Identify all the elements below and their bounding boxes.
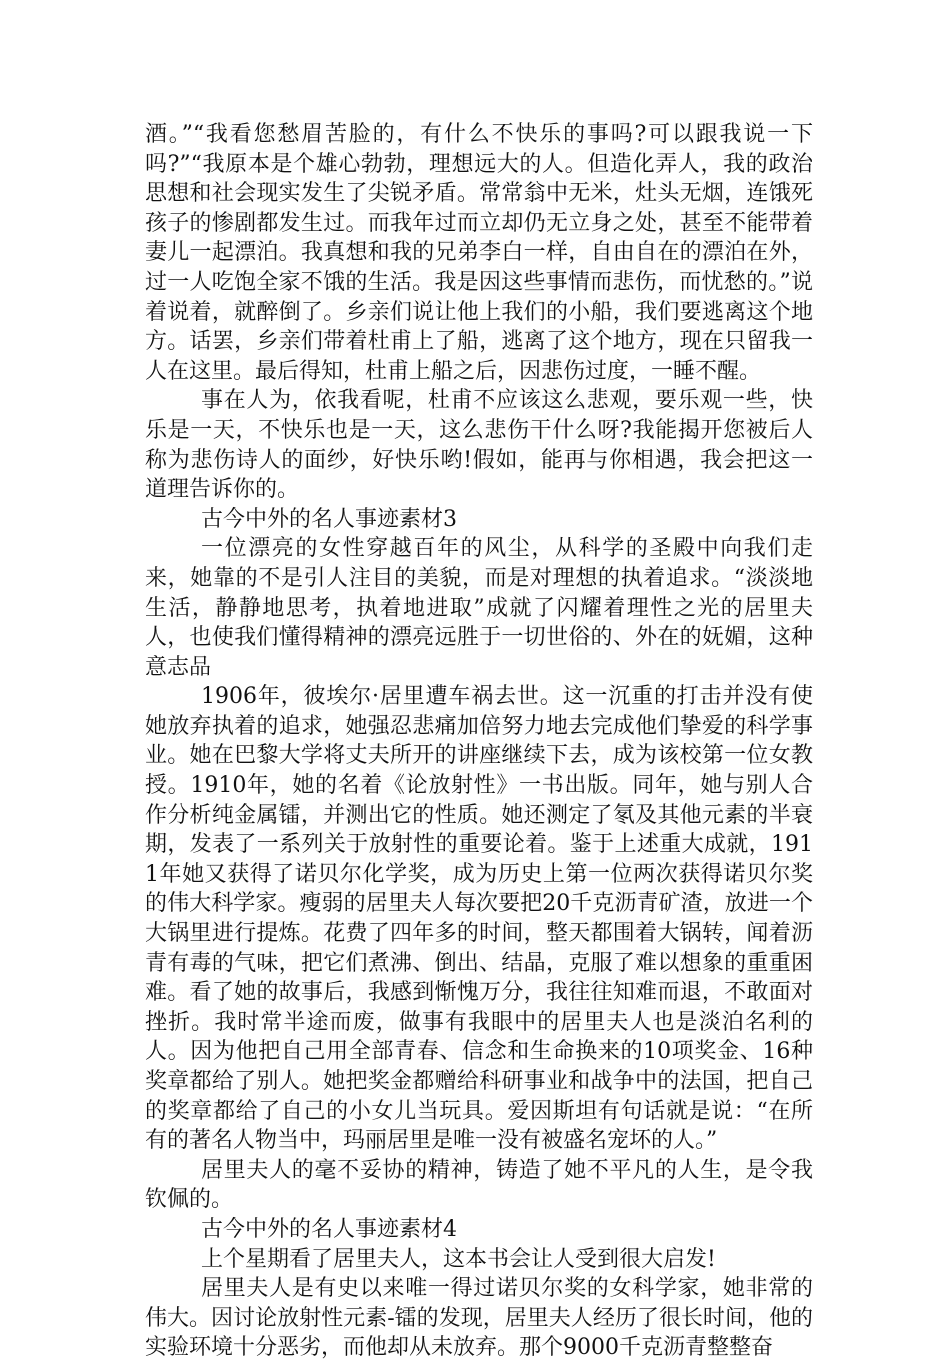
- document-body: [145, 120, 813, 1363]
- paragraph-curie-greatness: 居里夫人是有史以来唯一得过诺贝尔奖的女科学家，她非常的伟大。因讨论放射性元素-镭的发现，居里夫人经历了很长时间，他的实验环境十分恶劣，而他却从未放弃。那个9000千克沥青整整奋: [145, 1276, 813, 1361]
- paragraph-du-fu-story: 酒。”“我看您愁眉苦脸的，有什么不快乐的事吗?可以跟我说一下吗?”“我原本是个雄心勃勃，理想远大的人。但造化弄人，我的政治思想和社会现实发生了尖锐矛盾。常常翁中无米，灶头无烟，连饿死孩子的惨剧都发生过。而我年过而立却仍无立身之处，甚至不能带着妻儿一起漂泊。我真想和我的兄弟李白一样，自由自在的漂泊在外，过一人吃饱全家不饿的生活。我是因这些事情而悲伤，而忧愁的。”说着说着，就醉倒了。乡亲们说让他上我们的小船，我们要逃离这个地方。话罢，乡亲们带着杜甫上了船，逃离了这个地方，现在只留我一人在这里。最后得知，杜甫上船之后，因悲伤过度，一睡不醒。: [145, 122, 813, 384]
- paragraph-curie-intro: 一位漂亮的女性穿越百年的风尘，从科学的圣殿中向我们走来，她靠的不是引人注目的美貌，而是对理想的执着追求。“淡淡地生活，静静地思考，执着地进取”成就了闪耀着理性之光的居里夫人，也使我们懂得精神的漂亮远胜于一切世俗的、外在的妩媚，这种意志品: [145, 536, 813, 680]
- paragraph-book-intro: 上个星期看了居里夫人，这本书会让人受到很大启发!: [201, 1246, 716, 1272]
- section-heading-4: 古今中外的名人事迹素材4: [201, 1216, 457, 1242]
- section-heading-3: 古今中外的名人事迹素材3: [201, 506, 457, 532]
- paragraph-curie-life: 1906年，彼埃尔·居里遭车祸去世。这一沉重的打击并没有使她放弃执着的追求，她强忍悲痛加倍努力地去完成他们挚爱的科学事业。她在巴黎大学将丈夫所开的讲座继续下去，成为该校第一位女教授。1910年，她的名着《论放射性》一书出版。同年，她与别人合作分析纯金属镭，并测出它的性质。她还测定了氡及其他元素的半衰期，发表了一系列关于放射性的重要论着。鉴于上述重大成就，1911年她又获得了诺贝尔化学奖，成为历史上第一位两次获得诺贝尔奖的伟大科学家。瘦弱的居里夫人每次要把20千克沥青矿渣，放进一个大锅里进行提炼。花费了四年多的时间，整天都围着大锅转，闻着沥青有毒的气味，把它们煮沸、倒出、结晶，克服了难以想象的重重困难。看了她的故事后，我感到惭愧万分，我往往知难而退，不敢面对挫折。我时常半途而废，做事有我眼中的居里夫人也是淡泊名利的人。因为他把自己用全部青春、信念和生命换来的10项奖金、16种奖章都给了别人。她把奖金都赠给科研事业和战争中的法国，把自己的奖章都给了自己的小女儿当玩具。爱因斯坦有句话就是说：“在所有的著名人物当中，玛丽居里是唯一没有被盛名宠坏的人。”: [145, 684, 813, 1154]
- paragraph-reflection: 事在人为，依我看呢，杜甫不应该这么悲观，要乐观一些，快乐是一天，不快乐也是一天，这么悲伤干什么呀?我能揭开您被后人称为悲伤诗人的面纱，好快乐哟!假如，能再与你相遇，我会把这一道理告诉你的。: [145, 388, 813, 503]
- paragraph-curie-conclusion: 居里夫人的毫不妥协的精神，铸造了她不平凡的人生，是令我钦佩的。: [145, 1157, 813, 1213]
